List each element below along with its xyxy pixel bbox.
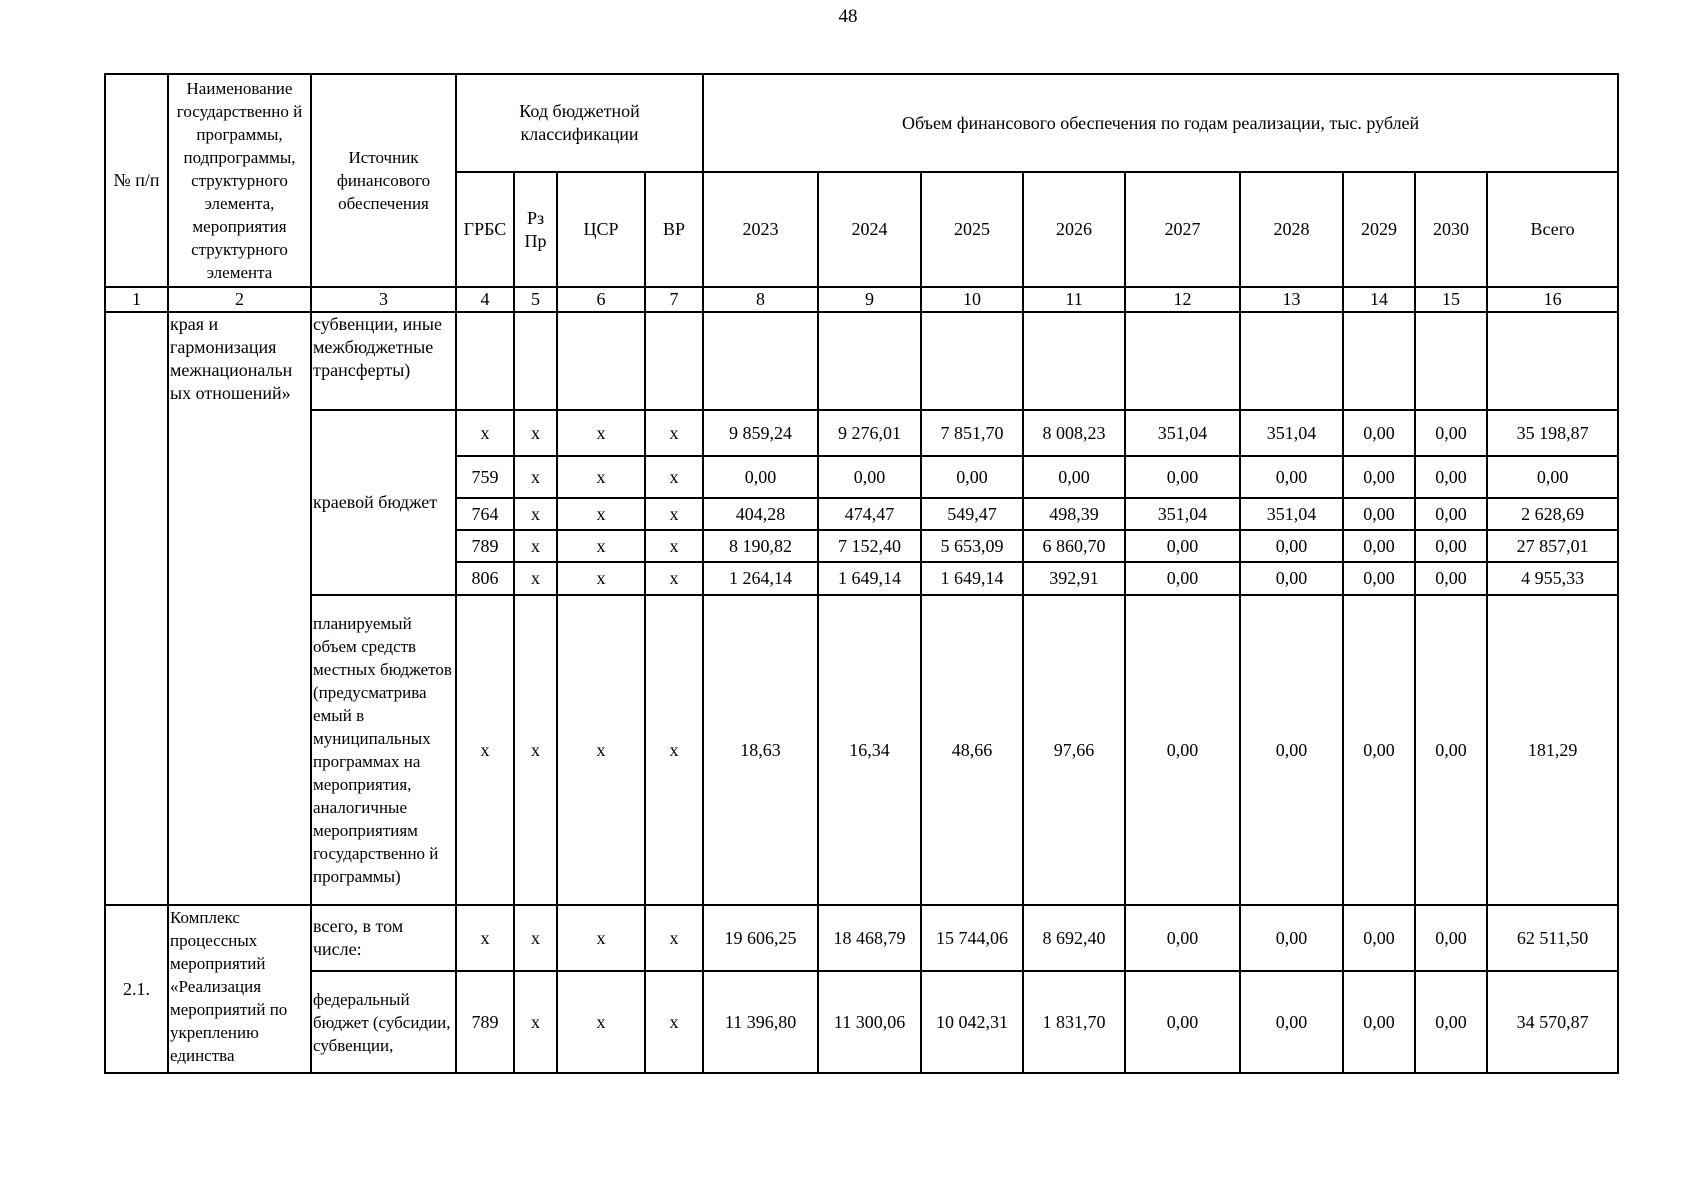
cell-vr: x bbox=[645, 971, 703, 1073]
cell-vr: x bbox=[645, 905, 703, 971]
program-name-cont: края и гармонизация межнациональн ых отношений» bbox=[168, 312, 311, 905]
cell-rz: x bbox=[514, 498, 557, 530]
cell-value: 16,34 bbox=[818, 595, 921, 905]
header-grbs: ГРБС bbox=[456, 172, 514, 287]
cell-value: 0,00 bbox=[1240, 905, 1343, 971]
col-number: 14 bbox=[1343, 287, 1415, 312]
cell-vr: x bbox=[645, 595, 703, 905]
cell-value: 0,00 bbox=[1415, 410, 1487, 456]
cell-value: 0,00 bbox=[703, 456, 818, 498]
cell-value: 0,00 bbox=[1415, 562, 1487, 595]
header-year: 2029 bbox=[1343, 172, 1415, 287]
cell-total: 34 570,87 bbox=[1487, 971, 1618, 1073]
page-number: 48 bbox=[838, 6, 858, 27]
cell-value: 9 859,24 bbox=[703, 410, 818, 456]
cell-total: 62 511,50 bbox=[1487, 905, 1618, 971]
empty-cell bbox=[456, 312, 514, 410]
cell-value: 351,04 bbox=[1125, 410, 1240, 456]
empty-cell bbox=[1343, 312, 1415, 410]
row-num-empty bbox=[105, 312, 168, 905]
header-year: 2030 bbox=[1415, 172, 1487, 287]
cell-value: 97,66 bbox=[1023, 595, 1125, 905]
cell-value: 0,00 bbox=[921, 456, 1023, 498]
source-regional-budget: краевой бюджет bbox=[311, 410, 456, 595]
cell-value: 9 276,01 bbox=[818, 410, 921, 456]
cell-value: 0,00 bbox=[1240, 530, 1343, 562]
cell-grbs: 759 bbox=[456, 456, 514, 498]
cell-value: 7 851,70 bbox=[921, 410, 1023, 456]
cell-rz: x bbox=[514, 971, 557, 1073]
cell-value: 48,66 bbox=[921, 595, 1023, 905]
cell-value: 351,04 bbox=[1125, 498, 1240, 530]
header-num: № п/п bbox=[105, 74, 168, 287]
cell-grbs: 764 bbox=[456, 498, 514, 530]
cell-value: 0,00 bbox=[1343, 562, 1415, 595]
header-year: 2026 bbox=[1023, 172, 1125, 287]
header-year: 2025 bbox=[921, 172, 1023, 287]
header-source: Источник финансового обеспечения bbox=[311, 74, 456, 287]
cell-value: 498,39 bbox=[1023, 498, 1125, 530]
cell-value: 0,00 bbox=[1240, 562, 1343, 595]
empty-cell bbox=[1125, 312, 1240, 410]
cell-value: 0,00 bbox=[1343, 530, 1415, 562]
cell-rz: x bbox=[514, 410, 557, 456]
cell-value: 1 831,70 bbox=[1023, 971, 1125, 1073]
empty-cell bbox=[1240, 312, 1343, 410]
cell-csr: x bbox=[557, 905, 645, 971]
cell-vr: x bbox=[645, 498, 703, 530]
empty-cell bbox=[1023, 312, 1125, 410]
cell-value: 7 152,40 bbox=[818, 530, 921, 562]
cell-value: 10 042,31 bbox=[921, 971, 1023, 1073]
header-year: 2023 bbox=[703, 172, 818, 287]
header-year: 2024 bbox=[818, 172, 921, 287]
cell-value: 549,47 bbox=[921, 498, 1023, 530]
col-number: 1 bbox=[105, 287, 168, 312]
cell-value: 0,00 bbox=[1343, 971, 1415, 1073]
program-name: Комплекс процессных мероприятий «Реализация мероприятий по укреплению единства bbox=[168, 905, 311, 1073]
cell-csr: x bbox=[557, 530, 645, 562]
cell-value: 0,00 bbox=[1240, 456, 1343, 498]
empty-cell bbox=[557, 312, 645, 410]
header-total: Всего bbox=[1487, 172, 1618, 287]
cell-value: 0,00 bbox=[1125, 456, 1240, 498]
cell-total: 181,29 bbox=[1487, 595, 1618, 905]
table-row bbox=[105, 905, 1618, 971]
col-number: 6 bbox=[557, 287, 645, 312]
header-year: 2027 bbox=[1125, 172, 1240, 287]
source-local-budgets: планируемый объем средств местных бюджетов (предусматрива емый в муниципальных программах на мероприятия, аналогичные мероприятиям государственно й программы) bbox=[311, 595, 456, 905]
empty-cell bbox=[514, 312, 557, 410]
cell-value: 351,04 bbox=[1240, 498, 1343, 530]
header-rz-pr bbox=[514, 172, 557, 287]
cell-value: 0,00 bbox=[1415, 971, 1487, 1073]
cell-total: 2 628,69 bbox=[1487, 498, 1618, 530]
empty-cell bbox=[921, 312, 1023, 410]
header-rz: Рз bbox=[526, 207, 545, 228]
col-number: 15 bbox=[1415, 287, 1487, 312]
cell-csr: x bbox=[557, 595, 645, 905]
budget-table bbox=[104, 73, 1619, 1074]
cell-vr: x bbox=[645, 562, 703, 595]
cell-value: 0,00 bbox=[1343, 905, 1415, 971]
cell-value: 0,00 bbox=[1415, 498, 1487, 530]
cell-rz: x bbox=[514, 562, 557, 595]
cell-value: 0,00 bbox=[818, 456, 921, 498]
empty-cell bbox=[818, 312, 921, 410]
cell-value: 0,00 bbox=[1415, 595, 1487, 905]
cell-value: 0,00 bbox=[1415, 905, 1487, 971]
cell-value: 0,00 bbox=[1023, 456, 1125, 498]
header-name: Наименование государственно й программы, подпрограммы, структурного элемента, мероприятия структурного элемента bbox=[168, 74, 311, 287]
cell-value: 6 860,70 bbox=[1023, 530, 1125, 562]
col-number: 16 bbox=[1487, 287, 1618, 312]
cell-value: 0,00 bbox=[1125, 905, 1240, 971]
cell-value: 474,47 bbox=[818, 498, 921, 530]
cell-value: 404,28 bbox=[703, 498, 818, 530]
col-number: 10 bbox=[921, 287, 1023, 312]
column-numbers-row bbox=[105, 287, 1618, 312]
cell-value: 5 653,09 bbox=[921, 530, 1023, 562]
header-pr: Пр bbox=[524, 230, 547, 251]
cell-value: 1 649,14 bbox=[818, 562, 921, 595]
cell-value: 0,00 bbox=[1125, 530, 1240, 562]
cell-value: 0,00 bbox=[1415, 456, 1487, 498]
header-volume-group: Объем финансового обеспечения по годам реализации, тыс. рублей bbox=[703, 74, 1618, 172]
cell-grbs: x bbox=[456, 905, 514, 971]
cell-value: 1 264,14 bbox=[703, 562, 818, 595]
cell-value: 0,00 bbox=[1343, 498, 1415, 530]
header-csr: ЦСР bbox=[557, 172, 645, 287]
cell-grbs: 789 bbox=[456, 530, 514, 562]
col-number: 9 bbox=[818, 287, 921, 312]
cell-value: 18,63 bbox=[703, 595, 818, 905]
header-vr: ВР bbox=[645, 172, 703, 287]
header-row-groups bbox=[105, 74, 1618, 172]
col-number: 8 bbox=[703, 287, 818, 312]
source-total: всего, в том числе: bbox=[311, 905, 456, 971]
cell-grbs: 806 bbox=[456, 562, 514, 595]
col-number: 5 bbox=[514, 287, 557, 312]
empty-cell bbox=[1415, 312, 1487, 410]
cell-total: 4 955,33 bbox=[1487, 562, 1618, 595]
cell-total: 0,00 bbox=[1487, 456, 1618, 498]
header-code-group: Код бюджетной классификации bbox=[456, 74, 703, 172]
cell-grbs: 789 bbox=[456, 971, 514, 1073]
cell-rz: x bbox=[514, 595, 557, 905]
cell-value: 18 468,79 bbox=[818, 905, 921, 971]
cell-value: 8 692,40 bbox=[1023, 905, 1125, 971]
cell-value: 15 744,06 bbox=[921, 905, 1023, 971]
source-cont: субвенции, иные межбюджетные трансферты) bbox=[311, 312, 456, 410]
row-num: 2.1. bbox=[105, 905, 168, 1073]
cell-value: 392,91 bbox=[1023, 562, 1125, 595]
cell-vr: x bbox=[645, 456, 703, 498]
table-row bbox=[105, 971, 1618, 1073]
col-number: 4 bbox=[456, 287, 514, 312]
cell-grbs: x bbox=[456, 595, 514, 905]
cell-value: 19 606,25 bbox=[703, 905, 818, 971]
cell-value: 0,00 bbox=[1415, 530, 1487, 562]
col-number: 11 bbox=[1023, 287, 1125, 312]
cell-value: 11 300,06 bbox=[818, 971, 921, 1073]
cell-csr: x bbox=[557, 562, 645, 595]
cell-value: 0,00 bbox=[1343, 595, 1415, 905]
cell-total: 35 198,87 bbox=[1487, 410, 1618, 456]
empty-cell bbox=[645, 312, 703, 410]
table-row bbox=[105, 595, 1618, 905]
cell-value: 0,00 bbox=[1125, 971, 1240, 1073]
cell-rz: x bbox=[514, 530, 557, 562]
col-number: 2 bbox=[168, 287, 311, 312]
empty-cell bbox=[1487, 312, 1618, 410]
cell-value: 0,00 bbox=[1125, 562, 1240, 595]
cell-csr: x bbox=[557, 410, 645, 456]
empty-cell bbox=[703, 312, 818, 410]
cell-total: 27 857,01 bbox=[1487, 530, 1618, 562]
cell-value: 0,00 bbox=[1343, 456, 1415, 498]
cell-value: 8 008,23 bbox=[1023, 410, 1125, 456]
cell-value: 351,04 bbox=[1240, 410, 1343, 456]
source-federal: федеральный бюджет (субсидии, субвенции, bbox=[311, 971, 456, 1073]
cell-rz: x bbox=[514, 456, 557, 498]
table-row bbox=[105, 312, 1618, 410]
col-number: 13 bbox=[1240, 287, 1343, 312]
cell-csr: x bbox=[557, 456, 645, 498]
cell-value: 8 190,82 bbox=[703, 530, 818, 562]
cell-value: 0,00 bbox=[1240, 595, 1343, 905]
cell-vr: x bbox=[645, 530, 703, 562]
cell-value: 1 649,14 bbox=[921, 562, 1023, 595]
cell-csr: x bbox=[557, 498, 645, 530]
cell-value: 0,00 bbox=[1240, 971, 1343, 1073]
col-number: 7 bbox=[645, 287, 703, 312]
cell-value: 11 396,80 bbox=[703, 971, 818, 1073]
table-row bbox=[105, 410, 1618, 456]
cell-value: 0,00 bbox=[1125, 595, 1240, 905]
cell-csr: x bbox=[557, 971, 645, 1073]
cell-grbs: x bbox=[456, 410, 514, 456]
col-number: 12 bbox=[1125, 287, 1240, 312]
col-number: 3 bbox=[311, 287, 456, 312]
cell-rz: x bbox=[514, 905, 557, 971]
header-year: 2028 bbox=[1240, 172, 1343, 287]
cell-value: 0,00 bbox=[1343, 410, 1415, 456]
cell-vr: x bbox=[645, 410, 703, 456]
